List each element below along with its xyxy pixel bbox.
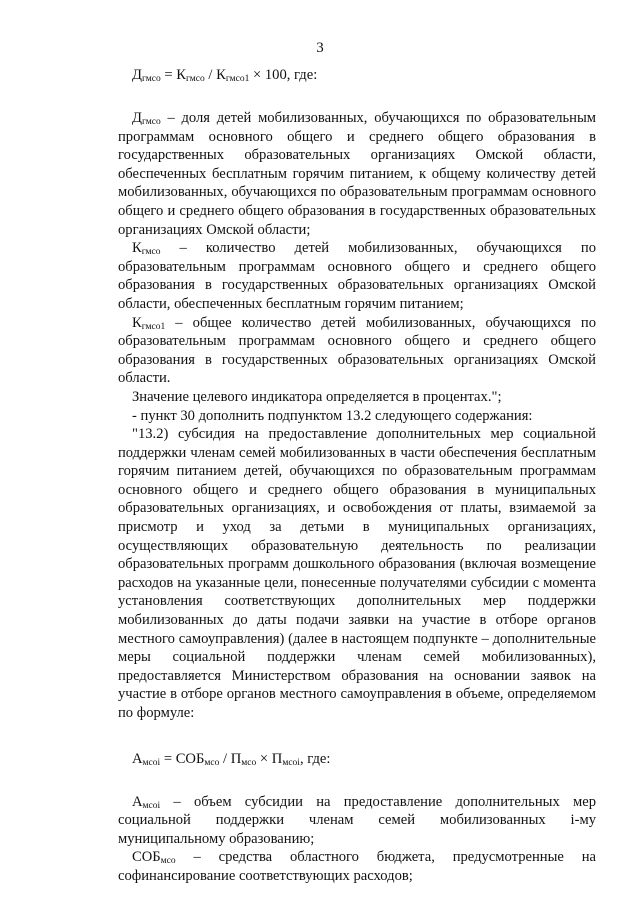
definition-d — [118, 109, 596, 239]
page-number: 3 — [316, 40, 324, 56]
definition-symbol: К — [132, 240, 142, 257]
formula-subsidy — [132, 749, 596, 769]
definition-text: – общее количество детей мобилизованных, обучающихся по образовательным программам основного общего и среднего общего образования в государственных образовательных организациях Омской области. — [118, 314, 596, 387]
document-body — [118, 58, 596, 886]
formula-symbol: А — [132, 750, 143, 767]
paragraph-item-30: - пункт 30 дополнить подпунктом 13.2 следующего содержания: — [132, 407, 533, 424]
formula-subscript: мсо — [204, 757, 220, 768]
definition-symbol: А — [132, 793, 143, 810]
definition-symbol: СОБ — [132, 849, 161, 866]
formula-symbol: К — [216, 67, 226, 83]
formula-subscript: мсоi — [282, 757, 300, 768]
formula-subscript: гмсо1 — [225, 74, 250, 84]
formula-operator: = — [160, 750, 176, 767]
definition-k1 — [118, 314, 596, 388]
definition-k — [118, 239, 596, 313]
definition-subscript: гмсо — [141, 247, 161, 258]
formula-operator: / — [219, 750, 231, 767]
definition-subscript: мсоi — [142, 800, 161, 811]
definition-symbol: К — [132, 314, 142, 331]
formula-subscript: мсо — [241, 757, 257, 768]
definition-subscript: гмсо — [141, 117, 161, 127]
formula-tail: , где: — [299, 750, 331, 767]
formula-subscript: гмсо — [185, 74, 205, 84]
formula-symbol: СОБ — [175, 750, 205, 767]
formula-operator: × — [256, 750, 272, 767]
formula-subscript: гмсо — [141, 74, 161, 84]
definition-a — [118, 793, 596, 849]
paragraph-value: Значение целевого индикатора определяется в процентах."; — [132, 388, 502, 405]
formula-operator: / — [204, 67, 217, 83]
paragraph-13-2: "13.2) субсидия на предоставление дополнительных мер социальной поддержки членам семей мобилизованных в части обеспечения бесплатным горячим питанием детей, обучающихся по образовательным программам основного общего и среднего общего образования в муниципальных образовательных организациях, и освобождения от платы, взимаемой за присмотр и уход за детьми в муниципальных организациях, осуществляющих образовательную деятельность по реализации образовательных программ дошкольного образования (включая возмещение расходов на указанные цели, понесенные получателями субсидии с момента установления соответствующих дополнительных мер поддержки мобилизованных до даты подачи заявки на участие в отборе органов местного самоуправления) (далее в настоящем подпункте – дополнительные меры социальной поддержки членам семей мобилизованных), предоставляется Министерством образования на основании заявок на участие в отборе органов местного самоуправления в объеме, определяемом по формуле: — [118, 426, 596, 721]
definition-subscript: гмсо1 — [141, 321, 166, 332]
formula-tail: × 100, где: — [249, 67, 318, 83]
definition-text: – средства областного бюджета, предусмотренные на софинансирование соответствующих расходов; — [118, 849, 596, 884]
formula-subscript: мсоi — [142, 757, 161, 768]
definition-subscript: мсо — [160, 856, 176, 867]
definition-text: – доля детей мобилизованных, обучающихся по образовательным программам основного общего и среднего общего образования в государственных образовательных организациях Омской области, обеспеченных бесплатным горячим питанием, к общему количеству детей мобилизованных, обучающихся по образовательным программам основного общего и среднего общего образования в государственных образовательных организациях Омской области; — [118, 110, 596, 238]
formula-symbol: Д — [132, 67, 142, 83]
formula-operator: = — [160, 67, 177, 83]
formula-symbol: К — [176, 67, 186, 83]
formula-symbol: П — [230, 750, 242, 767]
definition-symbol: Д — [132, 110, 142, 126]
formula-indicator — [132, 65, 596, 85]
definition-text: – объем субсидии на предоставление дополнительных мер социальной поддержки членам семей мобилизованных i-му муниципальному образованию; — [118, 793, 596, 847]
formula-symbol: П — [271, 750, 283, 767]
definition-text: – количество детей мобилизованных, обучающихся по образовательным программам основного общего и среднего общего образования в государственных образовательных организациях Омской области, обеспеченных бесплатным горячим питанием; — [118, 240, 596, 312]
definition-sob — [118, 848, 596, 885]
